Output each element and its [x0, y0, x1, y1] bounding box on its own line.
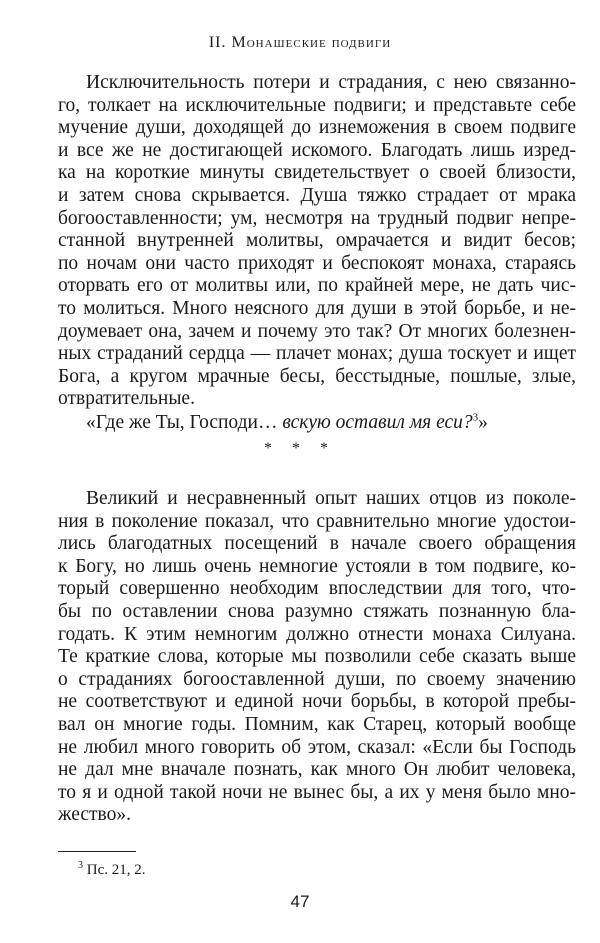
text-line: ных страданий сердца — плачет монах; душа тоскует и ищет — [58, 343, 576, 365]
text-line: и все же не достигающей искомого. Благодать лишь изред- — [58, 139, 576, 161]
quote-line — [58, 412, 576, 435]
quote-text: «Где же Ты, Господи… — [86, 412, 283, 433]
text-line: по ночам они часто приходят и беспокоят монаха, стараясь — [58, 252, 576, 274]
text-line: доумевает она, зачем и почему это так? От многих болезнен- — [58, 320, 576, 342]
text-line: жество». — [58, 804, 131, 826]
paragraph-2 — [58, 488, 576, 827]
text-line: Те краткие слова, которые мы позволили себе сказать выше — [58, 646, 576, 668]
quote-italic: вскую оставил мя еси? — [282, 412, 473, 433]
footnote — [78, 861, 146, 879]
page-number: 47 — [290, 892, 310, 911]
text-line: не любил много говорить об этом, сказал: «Если бы Господь — [58, 736, 576, 758]
footnote-ref: 3 — [472, 411, 479, 424]
text-line: Великий и несравненный опыт наших отцов из поколе- — [86, 488, 576, 509]
text-line: отвратительные. — [58, 388, 195, 410]
chapter-number: II. — [208, 34, 227, 51]
text-line: не соответствуют и единой ночи борьбы, в которой пребы- — [58, 691, 576, 713]
text-line: оторвать его от молитвы или, по крайней мере, не дать чис- — [58, 275, 576, 297]
text-line: го, толкает на исключительные подвиги; и представьте себе — [58, 94, 576, 116]
footnote-mark: 3 — [78, 860, 83, 871]
text-line: то я и одной такой ночи не вынес бы, а их у меня было мно- — [58, 781, 576, 803]
footnote-text: Пс. 21, 2. — [86, 862, 146, 878]
text-line: не дал мне вначале познать, как много Он любит человека, — [58, 759, 576, 781]
text-line: ния в поколение показал, что сравнительно многие удостои- — [58, 510, 576, 532]
text-line: годать. К этим немногим должно отнести монаха Силуана. — [58, 623, 576, 645]
text-line: то молиться. Много неясного для души в этой борьбе, и не- — [58, 297, 576, 319]
running-header — [0, 34, 600, 52]
chapter-title: Монашеские подвиги — [231, 34, 392, 51]
section-separator: * * * — [264, 440, 336, 457]
text-line: лись благодатных посещений в начале своего обращения — [58, 533, 576, 555]
text-line: о страданиях богооставленной души, по своему значению — [58, 668, 576, 690]
text-line: ка на короткие минуты свидетельствует о своей близости, — [58, 162, 576, 184]
text-line: вал он многие годы. Помним, как Старец, который вообще — [58, 713, 576, 735]
text-line: и затем снова скрывается. Душа тяжко страдает от мрака — [58, 184, 576, 206]
paragraph-1 — [58, 72, 576, 411]
footnote-rule — [58, 851, 136, 852]
text-line: к Богу, но лишь очень немногие устояли в том подвиге, ко- — [58, 555, 576, 577]
text-line: бы по оставлении снова разумно стяжать познанную бла- — [58, 600, 576, 622]
quote-close: » — [478, 412, 488, 433]
text-line: Исключительность потери и страдания, с нею связанно- — [86, 72, 576, 93]
text-line: Бога, а кругом мрачные бесы, бесстыдные, пошлые, злые, — [58, 365, 576, 387]
text-line: богооставленности; ум, несмотря на трудный подвиг непре- — [58, 207, 576, 229]
text-line: торый совершенно необходим впоследствии для того, что- — [58, 578, 576, 600]
text-line: мучение души, доходящей до изнеможения в своем подвиге — [58, 117, 576, 139]
text-line: станной внутренней молитвы, омрачается и видит бесов; — [58, 230, 576, 252]
